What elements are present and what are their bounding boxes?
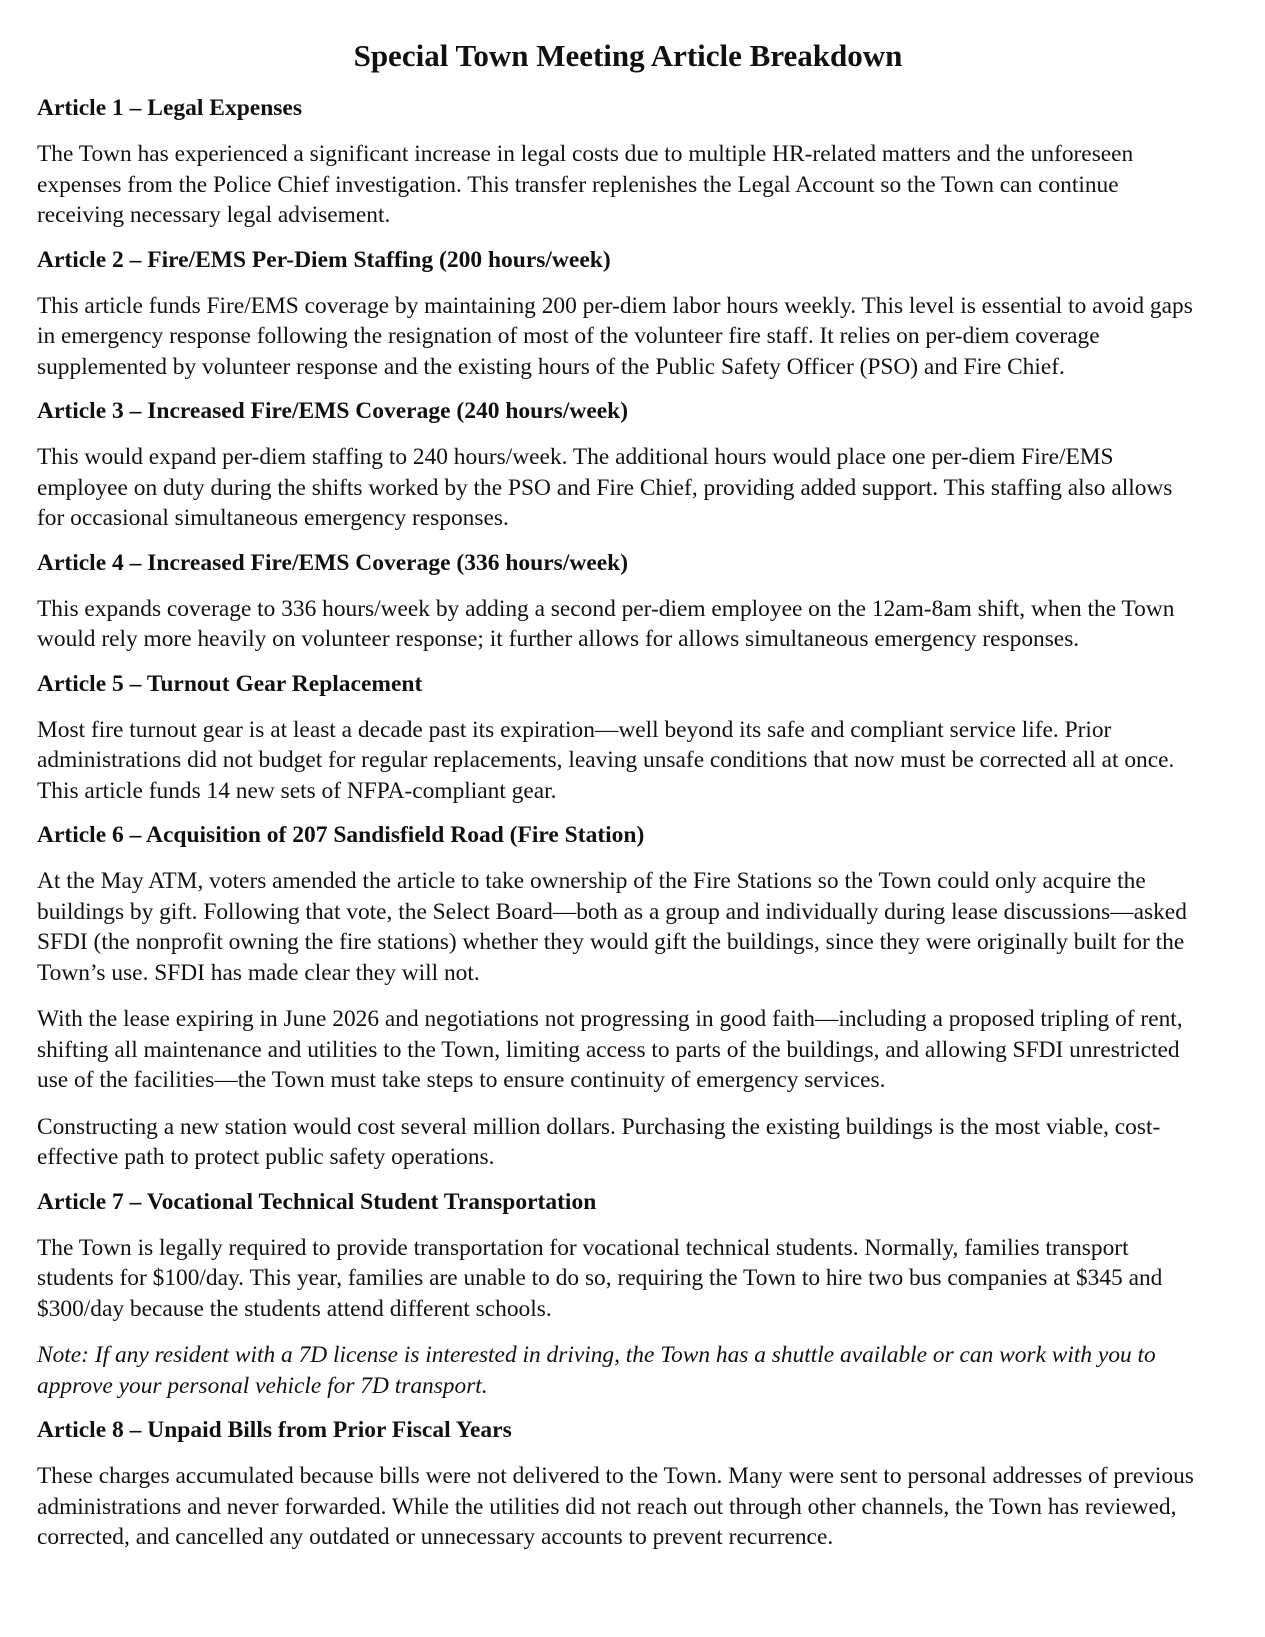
article-heading: Article 8 – Unpaid Bills from Prior Fiscal Years — [37, 1417, 512, 1443]
article-5 — [37, 669, 1195, 807]
article-paragraph: This article funds Fire/EMS coverage by maintaining 200 per-diem labor hours weekly. This level is essential to avoid gaps in emergency response following the resignation of most of the volunteer fire staff. It relies on per-diem coverage supplemented by volunteer response and the existing hours of the Public Safety Officer (PSO) and Fire Chief. — [37, 292, 1193, 380]
article-heading: Article 1 – Legal Expenses — [37, 95, 302, 121]
article-8 — [37, 1415, 1195, 1553]
article-paragraph: This expands coverage to 336 hours/week by adding a second per-diem employee on the 12am-8am shift, when the Town would rely more heavily on volunteer response; it further allows for allows simultaneous emergency responses. — [37, 595, 1175, 652]
article-6 — [37, 820, 1195, 1173]
article-2 — [37, 245, 1195, 383]
page-title: Special Town Meeting Article Breakdown — [353, 38, 903, 73]
article-heading: Article 3 – Increased Fire/EMS Coverage (240 hours/week) — [37, 398, 629, 424]
article-heading: Article 7 – Vocational Technical Student Transportation — [37, 1188, 597, 1215]
article-note: Note: If any resident with a 7D license is interested in driving, the Town has a shuttle available or can work with you to approve your personal vehicle for 7D transport. — [37, 1342, 1156, 1399]
article-paragraph: This would expand per-diem staffing to 240 hours/week. The additional hours would place one per-diem Fire/EMS employee on duty during the shifts worked by the PSO and Fire Chief, providing added support. This staffing also allows for occasional simultaneous emergency responses. — [37, 444, 1173, 531]
article-3 — [37, 396, 1195, 534]
article-4 — [37, 548, 1195, 655]
article-paragraph: The Town is legally required to provide transportation for vocational technical students. Normally, families transport students for $100/day. This year, families are unable to do so, requiring the Town to hire two bus companies at $345 and $300/day because the students attend different schools. — [37, 1234, 1163, 1322]
article-paragraph: These charges accumulated because bills were not delivered to the Town. Many were sent to personal addresses of previous administrations and never forwarded. While the utilities did not reach out through other channels, the Town has reviewed, corrected, and cancelled any outdated or unnecessary accounts to prevent recurrence. — [37, 1463, 1194, 1550]
article-heading: Article 6 – Acquisition of 207 Sandisfield Road (Fire Station) — [37, 822, 645, 848]
article-heading: Article 2 – Fire/EMS Per-Diem Staffing (200 hours/week) — [37, 246, 611, 273]
article-1 — [37, 93, 1195, 231]
article-heading: Article 4 – Increased Fire/EMS Coverage (336 hours/week) — [37, 549, 629, 576]
article-7 — [37, 1187, 1195, 1402]
article-paragraph: Most fire turnout gear is at least a decade past its expiration—well beyond its safe and compliant service life. Prior administrations did not budget for regular replacements, leaving unsafe conditions that now must be corrected all at once. This article funds 14 new sets of NFPA-compliant gear. — [37, 716, 1175, 804]
article-paragraph: With the lease expiring in June 2026 and negotiations not progressing in good faith—including a proposed tripling of rent, shifting all maintenance and utilities to the Town, limiting access to parts of the buildings, and allowing SFDI unrestricted use of the facilities—the Town must take steps to ensure continuity of emergency services. — [37, 1006, 1183, 1093]
article-paragraph: Constructing a new station would cost several million dollars. Purchasing the existing buildings is the most viable, cost-effective path to protect public safety operations. — [37, 1113, 1161, 1170]
article-paragraph: At the May ATM, voters amended the article to take ownership of the Fire Stations so the Town could only acquire the buildings by gift. Following that vote, the Select Board—both as a group and individually during lease discussions—asked SFDI (the nonprofit owning the fire stations) whether they would gift the buildings, since they were originally built for the Town’s use. SFDI has made clear they will not. — [37, 868, 1187, 986]
article-heading: Article 5 – Turnout Gear Replacement — [37, 670, 423, 697]
article-paragraph: The Town has experienced a significant increase in legal costs due to multiple HR-related matters and the unforeseen expenses from the Police Chief investigation. This transfer replenishes the Legal Account so the Town can continue receiving necessary legal advisement. — [37, 141, 1134, 228]
